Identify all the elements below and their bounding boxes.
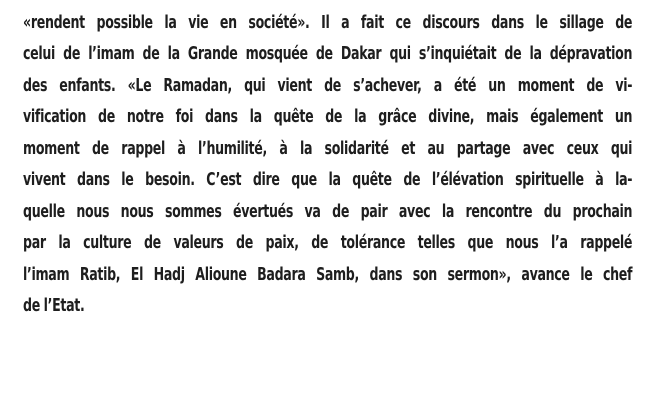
text-line: l’imam Ratib, El Hadj Alioune Badara Samb, dans son sermon», avance le chef [23,264,633,285]
text-line [0,0,636,8]
text-line: moment de rappel à l’humilité, à la solidarité et au partage avec ceux qui [23,138,633,159]
text-line: des enfants. «Le Ramadan, qui vient de s’achever, a été un moment de vi- [23,75,633,96]
text-line: par la culture de valeurs de paix, de tolérance telles que nous l’a rappelé [23,233,633,253]
text-line: quelle nous nous sommes évertués va de pair avec la rencontre du prochain [23,201,633,222]
text-line: de l’Etat. [23,296,85,316]
text-line: vivent dans le besoin. C’est dire que la quête de l’élévation spirituelle à la- [23,170,633,190]
text-line: «rendent possible la vie en société». Il a fait ce discours dans le sillage de [23,12,633,33]
text-line: celui de l’imam de la Grande mosquée de Dakar qui s’inquiétait de la dépravation [23,44,633,64]
text-line: vification de notre foi dans la quête de la grâce divine, mais également un [23,107,633,127]
